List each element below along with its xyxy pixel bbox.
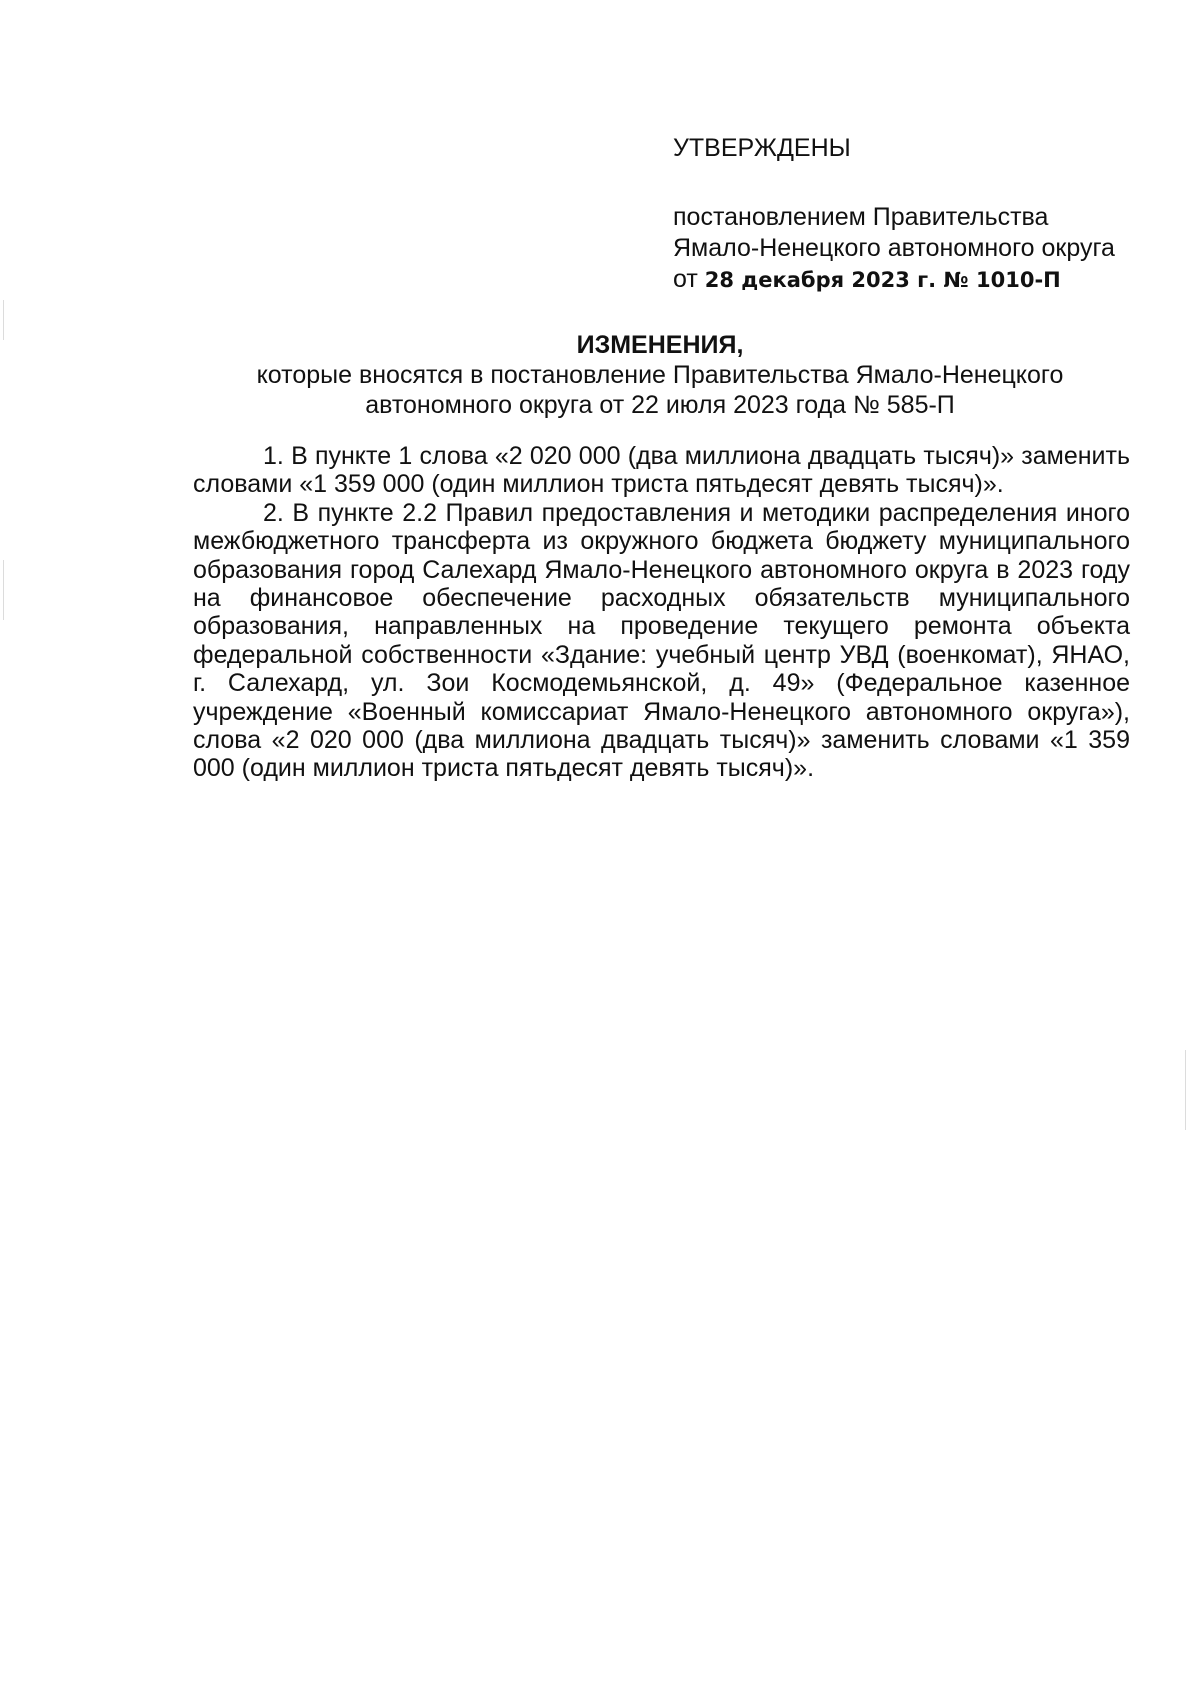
approval-date-line [673, 264, 1143, 296]
paragraph: 2. В пункте 2.2 Правил предоставления и методики распределения иного межбюджетного трансферта из окружного бюджета бюджету муниципального образования город Салехард Ямало-Ненецкого автономного округа в 2023 году на финансовое обеспечение расходных обязательств муниципального образования, направленных на проведение текущего ремонта объекта федеральной собственности «Здание: учебный центр УВД (военкомат), ЯНАО, г. Салехард, ул. Зои Космодемьянской, д. 49» (Федеральное казенное учреждение «Военный комиссариат Ямало-Ненецкого автономного округа»), слова «2 020 000 (два миллиона двадцать тысяч)» заменить словами «1 359 000 (один миллион триста пятьдесят девять тысяч)». [193, 498, 1130, 783]
document-subtitle: автономного округа от 22 июля 2023 года № 585-П [365, 391, 955, 419]
approval-block [673, 133, 1143, 296]
approval-date-prefix: от [673, 265, 705, 293]
scan-edge-mark [3, 300, 4, 340]
approval-heading: УТВЕРЖДЕНЫ [673, 134, 851, 162]
paragraph: 1. В пункте 1 слова «2 020 000 (два миллиона двадцать тысяч)» заменить словами «1 359 000 (один миллион триста пятьдесят девять тысяч)». [193, 442, 1130, 499]
scan-edge-mark [1185, 1050, 1186, 1130]
document-subtitle: которые вносятся в постановление Правительства Ямало-Ненецкого [256, 361, 1064, 389]
document-title: ИЗМЕНЕНИЯ, [576, 331, 744, 359]
title-block [190, 330, 1130, 420]
approval-line: Ямало-Ненецкого автономного округа [673, 234, 1115, 262]
approval-date-value: 28 декабря 2023 г. № 1010-П [704, 268, 1061, 292]
scan-edge-mark [3, 560, 4, 620]
approval-line: постановлением Правительства [673, 203, 1049, 231]
document-body [193, 442, 1130, 783]
